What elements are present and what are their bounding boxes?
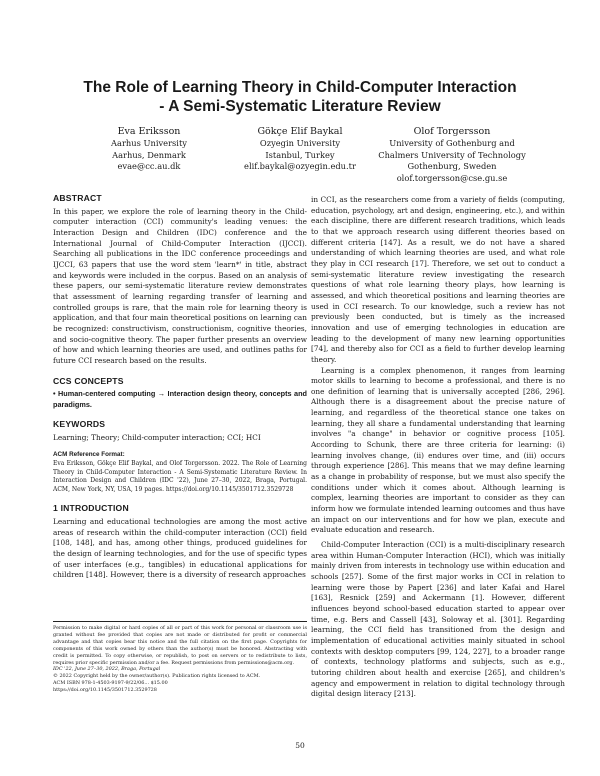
author-name: Olof Torgersson: [413, 126, 491, 137]
page-number: 50: [295, 741, 305, 750]
author-location: Chalmers University of Technology: [378, 149, 526, 160]
venue-text: IDC '22, June 27–30, 2022, Braga, Portugal: [53, 666, 161, 673]
author-email[interactable]: olof.torgersson@cse.gu.se: [396, 172, 508, 183]
permission-text: Permission to make digital or hard copies of all or part of this work for personal or classroom use is granted without fee provided that copies are not made or distributed for profit or commercial advantage and that copies bear this notice and the full citation on the first page. Copyrights for components of this work owned by others than the author(s) must be honored. Abstracting with credit is permitted. To copy otherwise, or republish, to post on servers or to redistribute to lists, requires prior specific permission and/or a fee. Request permissions from permissions@acm.org.: [53, 625, 307, 666]
abstract-text: In this paper, we explore the role of learning theory in the Child-computer interaction (CCI) community's leading venues: the Interaction Design and Children (IDC) conference and the International Journal of Child-Computer Interaction (IJCCI). Searching all publications in the IDC conference proceedings and IJCCI, 63 papers that use the word stem 'learn*' in title, abstract and keywords were included in the corpus. Based on an analysis of these papers, our semi-systematic literature review demonstrates that assessment of learning regarding transfer of learning and controlled groups is rare, that the main role for learning theory is application, and that four main theoretical positions on learning can be recognized: constructivism, constructionism, cognitive theories, and socio-cognitive theory. The paper further presents an overview of how and which learning theories are used, and outlines paths for future CCI research based on the results.: [53, 206, 307, 365]
intro-paragraph-2: Learning is a complex phenomenon, it ranges from learning motor skills to learning to become a professional, and there is no one definition of learning that is universally accepted [286, 296]. Although there is a disagreement about the precise nature of learning, and regardless of the theoretical stance one takes on learning, they all share a fundamental understanding that learning involves "a change" in behavior or cognitive process [105]. According to Schunk, there are three criteria for learning: (i) learning involves change, (ii) endures over time, and (iii) occurs through experience [286]. This means that we may define learning as a change in probability of response, but we must also specify the conditions under which it comes about. Although learning is complex, learning theories are important to consider as they can inform how we formulate intended learning outcomes and thus have an impact on our interventions and for how we plan, execute and evaluate education and research.: [311, 365, 565, 535]
introduction-heading: 1 INTRODUCTION: [53, 503, 129, 514]
introduction-paragraph-1: Learning and educational technologies are among the most active areas of research within the child-computer interaction (CCI) field [108, 148], and has, among other things, produced guidelines for the design of learning technologies, and for the use of specific types of user interfaces (e.g., tangibles) in educational applications for children [148]. However, there is a diversity of research approaches: [53, 517, 307, 580]
author-location: Istanbul, Turkey: [265, 149, 335, 160]
doi-link[interactable]: https://doi.org/10.1145/3501712.3529728: [53, 687, 157, 694]
right-column: [311, 195, 565, 700]
author-name: Gökçe Elif Baykal: [257, 126, 343, 137]
author-affiliation: University of Gothenburg and: [389, 138, 515, 148]
isbn-text: ACM ISBN 978-1-4503-9197-9/22/06... $15.00: [53, 680, 168, 687]
ccs-heading: CCS CONCEPTS: [53, 375, 124, 386]
paper-title: [40, 78, 560, 116]
author-location: Aarhus, Denmark: [112, 149, 186, 160]
reference-format-heading: ACM Reference Format:: [53, 450, 125, 458]
reference-format-text: Eva Eriksson, Gökçe Elif Baykal, and Olof Torgersson. 2022. The Role of Learning Theory in Child-Computer Interaction - A Semi-Systematic Literature Review. In Interaction Design and Children (IDC '22), June 27–30, 2022, Braga, Portugal. ACM, New York, NY, USA, 19 pages. https://doi.org/10.1145/3501712.3529728: [53, 460, 307, 493]
author-email[interactable]: elif.baykal@ozyegin.edu.tr: [244, 161, 356, 171]
keywords-heading: KEYWORDS: [53, 419, 106, 430]
author-block-3: [357, 126, 547, 184]
title-line-1: The Role of Learning Theory in Child-Computer Interaction: [83, 79, 517, 96]
author-city: Gothenburg, Sweden: [407, 161, 497, 171]
ccs-text: • Human-centered computing → Interaction design theory, concepts and paradigms.: [53, 389, 307, 409]
author-name: Eva Eriksson: [117, 126, 181, 137]
permission-footnote: [53, 621, 307, 694]
intro-paragraph-continued: in CCI, as the researchers come from a variety of fields (computing, education, psychology, art and design, engineering, etc.), and within each discipline, there are different research traditions, which leads to that we approach research using different theories based on different criteria [147]. As a result, we do not have a shared understanding of which learning theories are used, and what role they play in CCI research [17]. Therefore, we set out to conduct a semi-systematic literature review investigating the research questions of what role learning theory plays, how learning is assessed, and which theoretical positions and learning theories are used in CCI research. To our knowledge, such a review has not previously been conducted, but is timely as the increased innovation and use of emerging technologies in education are leading to the development of many new learning opportunities [74], and thereby also for CCI as a field to further develop learning theory.: [311, 195, 565, 364]
author-affiliation: Aarhus University: [111, 138, 187, 148]
abstract-heading: ABSTRACT: [53, 193, 102, 203]
footnote-rule: [53, 621, 307, 622]
author-email[interactable]: evae@cc.au.dk: [117, 161, 181, 171]
keywords-text: Learning; Theory; Child-computer interaction; CCI; HCI: [53, 433, 261, 443]
intro-paragraph-3: Child-Computer Interaction (CCI) is a multi-disciplinary research area within Human-Computer Interaction (HCI), which was initially mainly driven from interests in technology use within education and schools [257]. Some of the first major works in CCI in relation to learning were those by Papert [236] and later Kafai and Harel [163], Resnick [259] and Ackermann [1]. However, different influences beyond school-based education started to appear over time, e.g. Bers and Cassell [43], Soloway et al. [301]. Regarding learning, the CCI field has transitioned from the design and implementation of educational activities mainly situated in school contexts with desktop computers [99, 124, 227], to a broader range of contexts, technology platforms and subjects, such as e.g., tutoring children about health and exercise [265], and children's agency and empowerment in relation to digital technology through digital design literacy [213].: [311, 540, 565, 699]
left-column: [53, 193, 307, 581]
author-affiliation: Ozyegin University: [259, 138, 341, 148]
copyright-text: © 2022 Copyright held by the owner/author(s). Publication rights licensed to ACM.: [53, 673, 261, 680]
title-line-2: - A Semi-Systematic Literature Review: [159, 98, 441, 115]
